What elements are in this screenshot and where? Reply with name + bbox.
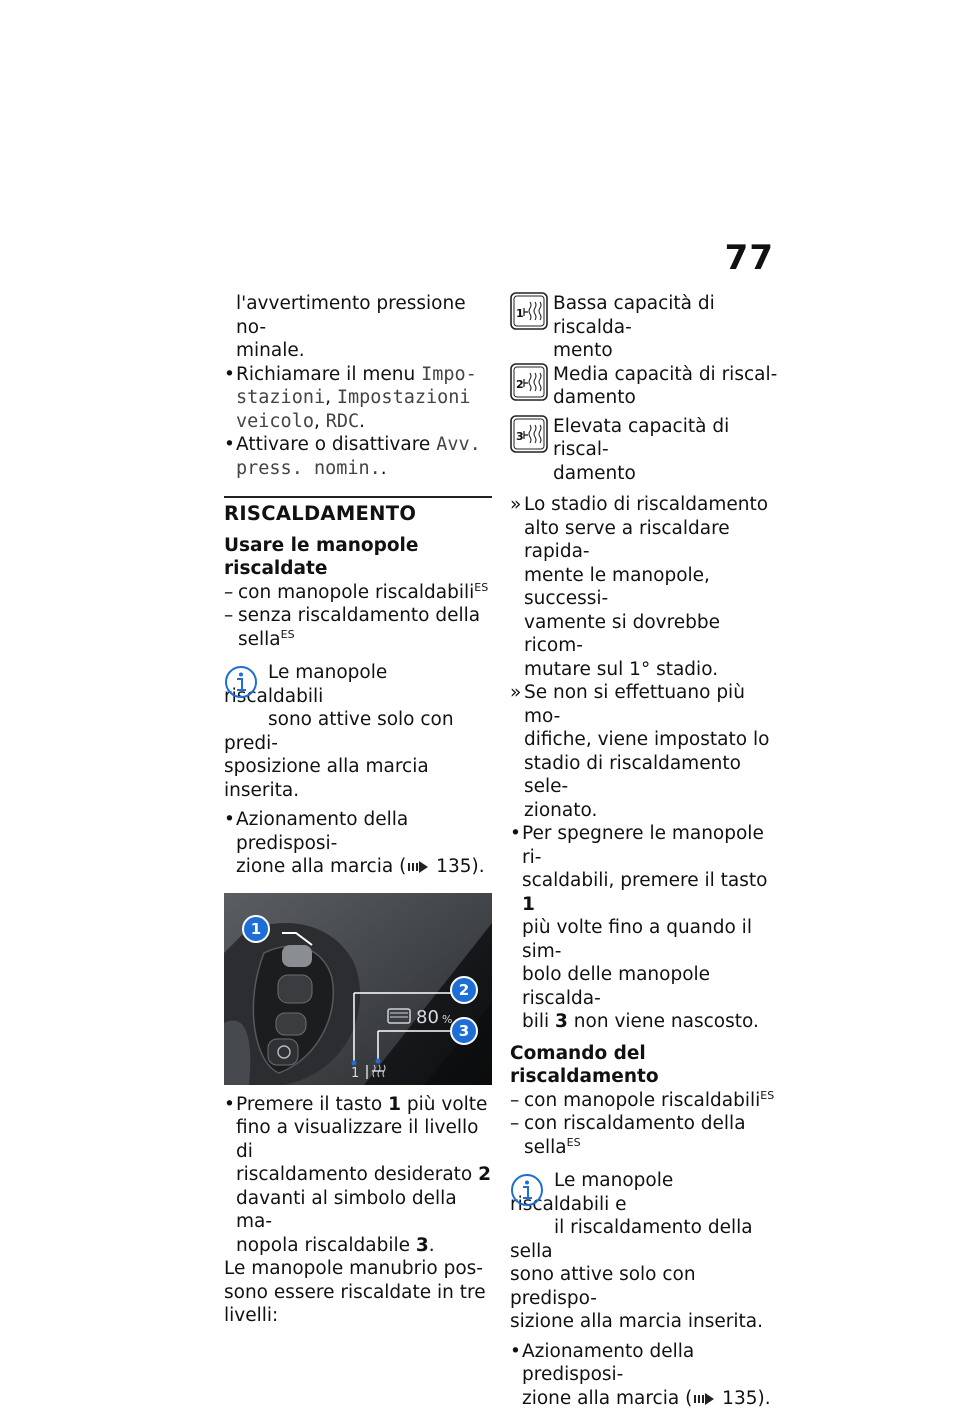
info-note: Le manopole riscaldabili e il riscaldamento della sella sono attive solo con predispo- sizione alla marcia inserita.: [510, 1169, 778, 1334]
levels-intro: Le manopole manubrio pos- sono essere riscaldate in tre livelli:: [224, 1257, 492, 1328]
page-reference-arrow-icon: [694, 1393, 714, 1405]
subsection-title: Comando del riscaldamento: [510, 1042, 778, 1089]
subsection-title: Usare le manopole riscaldate: [224, 534, 492, 581]
callout-1: 1: [251, 920, 261, 938]
svg-text:2: 2: [516, 378, 524, 391]
condition-item: – con manopole riscaldabili$^{ES}$: [224, 581, 492, 605]
svg-text:3: 3: [516, 430, 524, 443]
handlebar-photo: [224, 893, 492, 1085]
section-title: RISCALDAMENTO: [224, 502, 492, 526]
page-reference-item: • Azionamento della predisposi- zione alla marcia ( 135).: [510, 1340, 778, 1410]
page-reference-item: • Azionamento della predisposi- zione alla marcia ( 135).: [224, 808, 492, 879]
page-number: 77: [725, 238, 774, 278]
step-toggle-warning: • Attivare o disattivare Avv. press. nomin..: [224, 433, 492, 480]
step-switch-off: • Per spegnere le manopole ri- scaldabili, premere il tasto 1 più volte fino a quando il sim- bolo delle manopole riscalda- bili 3 non viene nascosto.: [510, 822, 778, 1034]
handlebar-switch-illustration: [224, 893, 492, 1085]
callout-3: 3: [459, 1022, 469, 1040]
result-item: » Lo stadio di riscaldamento alto serve a riscaldare rapida- mente le manopole, successi- vamente si dovrebbe ricom- mutare sul 1° stadio.: [510, 493, 778, 681]
display-unit: %: [442, 1013, 452, 1026]
info-note: Le manopole riscaldabili sono attive solo con predi- sposizione alla marcia inserita.: [224, 661, 492, 802]
condition-item: – senza riscaldamento della sella$^{ES}$: [224, 604, 492, 651]
level-row-medium: 2 Media capacità di riscal- damento: [510, 363, 778, 415]
step-press-key: • Premere il tasto 1 più volte fino a visualizzare il livello di riscaldamento desiderato 2 davanti al simbolo della ma- nopola riscaldabile 3.: [224, 1093, 492, 1258]
left-column: [224, 292, 492, 1328]
info-icon: [224, 665, 258, 699]
condition-item: – con manopole riscaldabili$^{ES}$: [510, 1089, 778, 1113]
result-item: » Se non si effettuano più mo- difiche, viene impostato lo stadio di riscaldamento sele- zionato.: [510, 681, 778, 822]
section-divider: [224, 496, 492, 498]
display-percent: 80: [416, 1007, 439, 1028]
condition-item: – con riscaldamento della sella$^{ES}$: [510, 1112, 778, 1159]
info-icon: [510, 1173, 544, 1207]
heated-grip-level-3-icon: [510, 415, 548, 453]
right-column: [510, 292, 778, 1410]
svg-text:1: 1: [516, 307, 524, 320]
intro-paragraph: l'avvertimento pressione no- minale.: [224, 292, 492, 363]
callout-2: 2: [459, 981, 469, 999]
display-level: 1: [351, 1066, 359, 1081]
page-reference-arrow-icon: [408, 861, 428, 873]
heated-grip-level-1-icon: [510, 292, 548, 330]
step-open-menu: • Richiamare il menu Impo- stazioni, Impostazioni veicolo, RDC.: [224, 363, 492, 434]
level-row-low: 1 Bassa capacità di riscalda- mento: [510, 292, 778, 363]
level-row-high: 3 Elevata capacità di riscal- damento: [510, 415, 778, 486]
heated-grip-level-2-icon: [510, 363, 548, 401]
